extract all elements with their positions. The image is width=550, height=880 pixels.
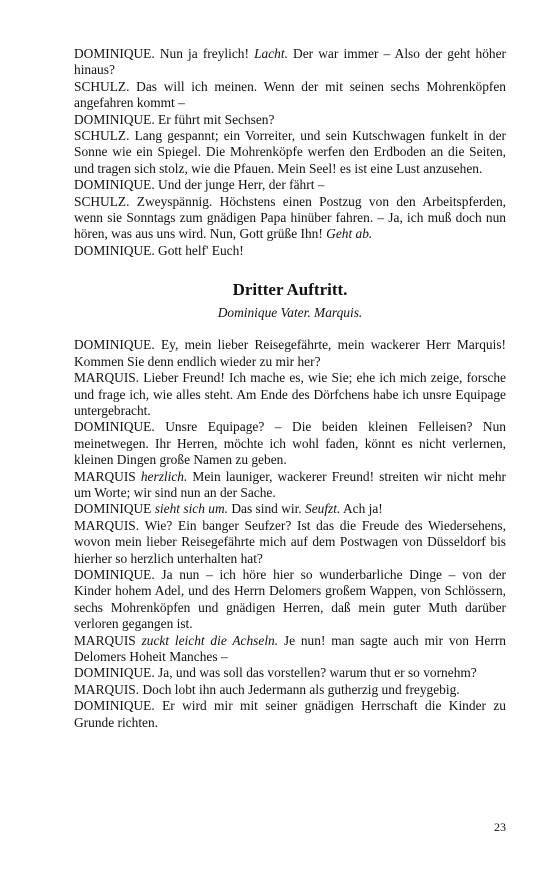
dialogue-text: DOMINIQUE. Nun ja freylich! [74, 46, 255, 61]
dialogue-text: DOMINIQUE. Gott helf' Euch! [74, 242, 244, 258]
dialogue-text: DOMINIQUE. Er wird mir mit seiner gnädigen Herrschaft die Kinder zu Grunde richten. [74, 698, 506, 730]
dialogue-text: DOMINIQUE [74, 501, 155, 517]
dialogue-paragraph [74, 567, 506, 633]
dialogue-paragraph [74, 469, 506, 502]
dialogue-paragraph [74, 501, 506, 517]
dialogue-text: DOMINIQUE. Und der junge Herr, der fährt – [74, 177, 325, 193]
dialogue-paragraph [74, 419, 506, 468]
dialogue-text: MARQUIS [74, 632, 142, 648]
stage-direction: Lacht. [254, 46, 288, 61]
dialogue-paragraph [74, 518, 506, 567]
dialogue-paragraph [74, 665, 506, 681]
stage-direction: Geht ab. [326, 226, 373, 242]
dialogue-text: MARQUIS. Wie? Ein banger Seufzer? Ist das die Freude des Wiedersehens, wovon mein lieber Reisegefährte mich auf dem Postwagen von Düsseldorf bis hierher so herzlich unterhalten hat? [74, 517, 506, 566]
dialogue-text: MARQUIS. Lieber Freund! Ich mache es, wie Sie; ehe ich mich zeige, forsche und frage ich, wie alles steht. Am Ende des Dörfchens habe ich unsre Equipage untergebracht. [74, 370, 506, 418]
page-body [74, 46, 506, 731]
dialogue-text: DOMINIQUE. Er führt mit Sechsen? [74, 111, 275, 127]
dialogue-text: SCHULZ. Das will ich meinen. Wenn der mit seinen sechs Mohrenköpfen angefahren kommt – [74, 78, 506, 111]
dialogue-paragraph [74, 682, 506, 698]
stage-direction: zuckt leicht die Achseln. [141, 632, 279, 648]
page-number: 23 [494, 820, 506, 834]
stage-direction: sieht sich um. [154, 501, 228, 517]
dialogue-text: DOMINIQUE. Unsre Equipage? – Die beiden kleinen Felleisen? Nun meinetwegen. Ihr Herren, möchte ich wohl faden, könnt es nicht verlernen, kleinen Dingen große Namen zu geben. [74, 419, 506, 468]
dialogue-paragraph [74, 337, 506, 370]
stage-direction: herzlich. [140, 468, 188, 484]
dialogue-paragraph [74, 79, 506, 112]
dialogue-text: SCHULZ. Lang gespannt; ein Vorreiter, und sein Kutschwagen funkelt in der Sonne wie ein Spiegel. Die Mohrenköpfe werfen den Erdboden an die Seiten, und tragen sich stolz, wie die Pfauen. Mein Seel! es ist eine Lust anzusehen. [74, 128, 506, 176]
dialogue-text: Mein launiger, wackerer Freund! streiten wir nicht mehr um Worte; wir sind nun an der Sache. [74, 468, 506, 500]
dialogue-text: Das sind wir. [228, 501, 305, 517]
dialogue-text: MARQUIS [74, 468, 141, 484]
dialogue-paragraph [74, 46, 506, 79]
dialogue-text: MARQUIS. Doch lobt ihn auch Jedermann als gutherzig und freygebig. [74, 681, 460, 697]
scene-title: Dritter Auftritt. [232, 280, 348, 300]
dialogue-text: Ach ja! [340, 501, 383, 517]
dialogue-text: Je nun! man sagte auch mir von Herrn Delomers Hoheit Manches – [74, 632, 506, 664]
dialogue-text: DOMINIQUE. Ey, mein lieber Reisegefährte, mein wackerer Herr Marquis! Kommen Sie denn endlich wieder zu mir her? [74, 337, 506, 369]
dialogue-paragraph [74, 370, 506, 419]
dialogue-block-2 [74, 337, 506, 731]
scene-characters: Dominique Vater. Marquis. [217, 305, 363, 321]
dialogue-paragraph [74, 633, 506, 666]
dialogue-text: Der war immer – Also der geht höher hinaus? [74, 46, 506, 78]
dialogue-text: DOMINIQUE. Ja, und was soll das vorstellen? warum thut er so vornehm? [74, 665, 477, 681]
dialogue-block-1 [74, 46, 506, 259]
dialogue-paragraph [74, 112, 506, 128]
dialogue-paragraph [74, 128, 506, 177]
dialogue-paragraph [74, 194, 506, 243]
dialogue-paragraph [74, 243, 506, 259]
stage-direction: Seufzt. [305, 501, 341, 517]
dialogue-paragraph [74, 698, 506, 731]
dialogue-text: SCHULZ. Zweyspännig. Höchstens einen Postzug von den Arbeitspferden, wenn sie Sonntags zum gnädigen Papa hinüber fahren. – Ja, ich muß doch nun hören, was aus uns wird. Nun, Gott grüße Ihn! [74, 193, 506, 242]
dialogue-paragraph [74, 177, 506, 193]
dialogue-text: DOMINIQUE. Ja nun – ich höre hier so wunderbarliche Dinge – von der Kinder hohem Adel, und des Herrn Delomers großem Wappen, von Schlössern, sechs Mohrenköpfen und gnädigen Herren, daß mein guter Muth darüber verloren gegangen ist. [74, 566, 506, 632]
